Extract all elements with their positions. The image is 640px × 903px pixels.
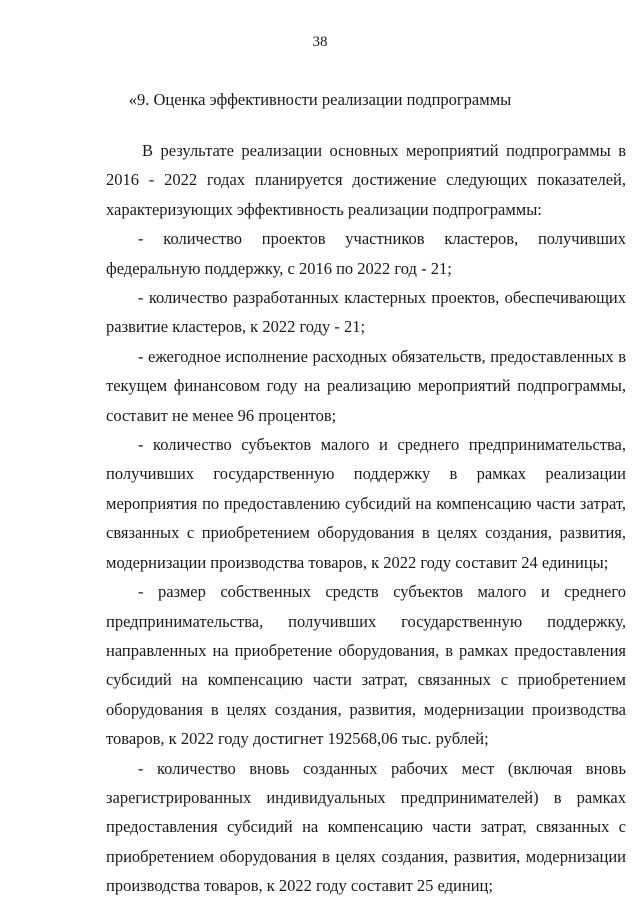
indicator-sme-supported: - количество субъектов малого и среднего предпринимательства, получивших государственную поддержку в рамках реализации мероприятия по предоставлению субсидий на компенсацию части затрат, связанных с приобретением оборудования в целях создания, развития, модернизации производства товаров, к 2022 году составит 24 единицы; [106, 435, 626, 572]
indicator-own-funds: - размер собственных средств субъектов малого и среднего предпринимательства, получивших государственную поддержку, направленных на приобретение оборудования, в рамках предоставления субсидий на компенсацию части затрат, связанных с приобретением оборудования в целях создания, развития, модернизации производства товаров, к 2022 году достигнет 192568,06 тыс. рублей; [106, 582, 626, 749]
indicator-expenditure-execution: - ежегодное исполнение расходных обязательств, предоставленных в текущем финансовом году на реализацию мероприятий подпрограммы, составит не менее 96 процентов; [106, 346, 626, 425]
body-text [106, 136, 626, 901]
intro-paragraph: В результате реализации основных мероприятий подпрограммы в 2016 - 2022 годах планируется достижение следующих показателей, характеризующих эффективность реализации подпрограммы: [106, 141, 626, 219]
indicator-clusters-projects: - количество проектов участников кластеров, получивших федеральную поддержку, с 2016 по 2022 год - 21; [106, 229, 626, 278]
indicator-new-jobs: - количество вновь созданных рабочих мест (включая вновь зарегистрированных индивидуальных предпринимателей) в рамках предоставления субсидий на компенсацию части затрат, связанных с приобретением оборудования в целях создания, развития, модернизации производства товаров, к 2022 году составит 25 единиц; [106, 758, 626, 896]
indicator-cluster-projects-developed: - количество разработанных кластерных проектов, обеспечивающих развитие кластеров, к 2022 году - 21; [106, 288, 626, 337]
section-title: «9. Оценка эффективности реализации подпрограммы [128, 90, 512, 109]
page-number: 38 [312, 34, 328, 50]
